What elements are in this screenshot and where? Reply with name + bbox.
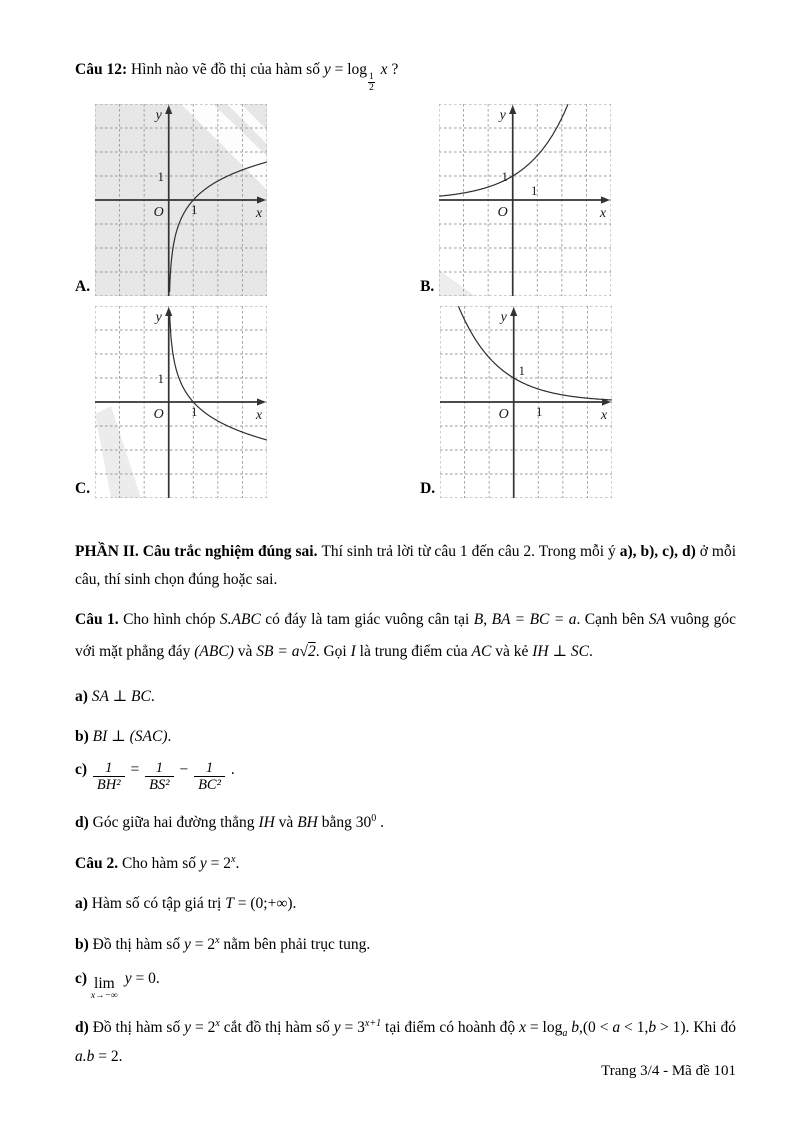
graph-d-plot bbox=[440, 306, 612, 498]
axis-label: y bbox=[500, 309, 507, 325]
q2-item-b: b) Đồ thị hàm số $y = 2^x$ nằm bên phải trục tung. bbox=[75, 934, 371, 953]
q1-item-c: c) $\frac{1}{\text{BH²}}$ = $\frac{1}{\text{BS²}}$ − $\frac{1}{\text{BC²}}$ . bbox=[75, 759, 235, 794]
axis-label: 1 bbox=[157, 371, 164, 386]
axis-label: x bbox=[255, 407, 263, 423]
axis-label: x bbox=[600, 205, 607, 221]
axis-label: 1 bbox=[518, 363, 525, 378]
q12-graph-options bbox=[75, 104, 736, 498]
axis-label: x bbox=[601, 407, 608, 423]
axis-label: 1 bbox=[191, 404, 198, 419]
option-c bbox=[75, 306, 267, 498]
axis-label: 1 bbox=[531, 183, 538, 198]
question-2-statement: Câu 2. Cho hàm số $y = 2^x$. bbox=[75, 854, 240, 873]
question-1-statement: Câu 1. Cho hình chóp S.ABC có đáy là tam giác vuông cân tại B, BA = BC = a. Cạnh bên SA vuông góc với mặt phẳng đáy (ABC) và SB = a√2. Gọi I là trung điểm của AC và kẻ IH ⊥ SC. bbox=[75, 610, 736, 660]
option-a bbox=[75, 104, 267, 296]
option-a-label: A. bbox=[75, 278, 91, 296]
axis-label: 1 bbox=[191, 202, 198, 217]
page-footer: Trang 3/4 - Mã đề 101 bbox=[601, 1063, 736, 1079]
graph-row-2 bbox=[75, 306, 736, 498]
graph-a-plot bbox=[95, 104, 267, 296]
axis-label: O bbox=[497, 204, 509, 220]
option-b-label: B. bbox=[420, 278, 435, 296]
part2-heading: PHẦN II. Câu trắc nghiệm đúng sai. Thí sinh trả lời từ câu 1 đến câu 2. Trong mỗi ý a), b), c), d) ở mỗi câu, thí sinh chọn đúng hoặc sai. bbox=[75, 542, 736, 588]
q2-item-a: a) Hàm số có tập giá trị T = (0;+∞). bbox=[75, 895, 297, 913]
q2-item-c: c) lim x→−∞ y = 0. bbox=[75, 969, 160, 1002]
axis-label: O bbox=[498, 406, 509, 422]
graph-c-plot bbox=[95, 306, 267, 498]
option-d-label: D. bbox=[420, 480, 436, 498]
axis-label: 1 bbox=[157, 169, 164, 184]
axis-label: 1 bbox=[536, 404, 543, 419]
option-c-label: C. bbox=[75, 480, 91, 498]
graph-row-1 bbox=[75, 104, 736, 296]
q1-item-b: b) BI ⊥ (SAC). bbox=[75, 727, 172, 745]
axis-label: y bbox=[155, 309, 162, 325]
option-b bbox=[420, 104, 611, 296]
q1-item-a: a) SA ⊥ BC. bbox=[75, 687, 155, 705]
axis-label: y bbox=[499, 107, 507, 123]
axis-label: y bbox=[155, 107, 162, 123]
option-d bbox=[420, 306, 612, 498]
graph-b-plot bbox=[439, 104, 611, 296]
axis-label: O bbox=[153, 204, 164, 220]
q2-item-d: d) Đồ thị hàm số $y = 2^x$ cắt đồ thị hàm số $y = 3^{x+1}$ tại điểm có hoành độ $x = \log_a b,(0 < a < 1,b > 1)$. Khi đó a.b = 2. bbox=[75, 1018, 737, 1066]
axis-label: O bbox=[153, 406, 164, 422]
axis-label: x bbox=[255, 205, 263, 221]
axis-label: 1 bbox=[501, 169, 509, 184]
q1-item-d: d) Góc giữa hai đường thẳng IH và BH bằng $30^0$ . bbox=[75, 812, 384, 831]
question-12-title: Câu 12: Hình nào vẽ đồ thị của hàm số y = log $\frac{1}{2}$ x ? bbox=[75, 61, 399, 94]
